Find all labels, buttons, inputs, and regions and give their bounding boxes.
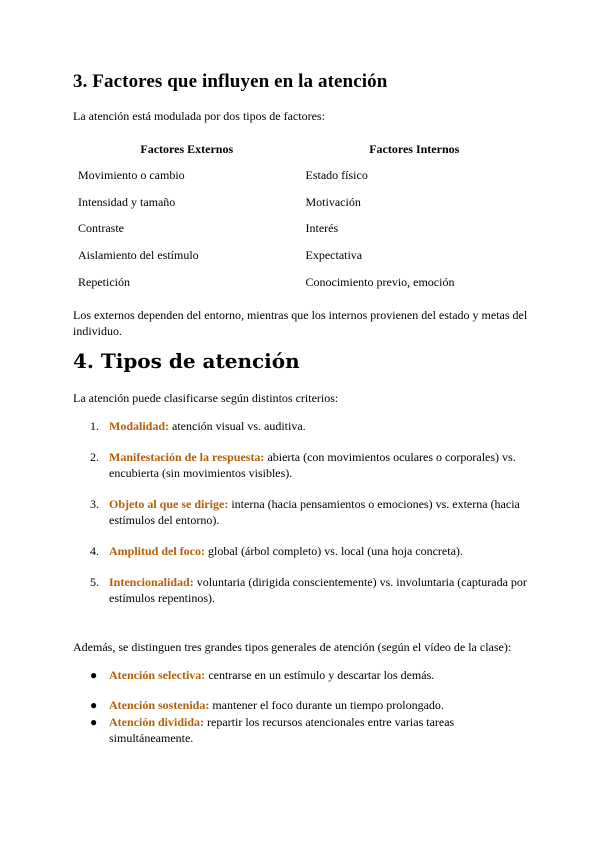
list-desc: atención visual vs. auditiva. — [169, 419, 306, 433]
general-types-list — [73, 667, 533, 746]
list-desc: mantener el foco durante un tiempo prolongado. — [209, 698, 444, 712]
table-cell: Interés — [305, 221, 339, 236]
list-item — [73, 543, 533, 559]
table-cell: Motivación — [305, 194, 361, 209]
table-cell: Repetición — [78, 275, 130, 290]
factors-table — [73, 136, 528, 296]
section-3-intro: La atención está modulada por dos tipos de factores: — [73, 109, 325, 123]
section-4-heading: 4. Tipos de atención — [73, 349, 300, 373]
section-4-intro: La atención puede clasificarse según distintos criterios: — [73, 391, 339, 405]
list-number: 5. — [90, 575, 99, 589]
list-term: Atención sostenida: — [109, 698, 210, 712]
table-cell: Estado físico — [305, 167, 368, 182]
attention-types-list — [73, 418, 533, 621]
table-row — [73, 216, 528, 243]
table-cell: Expectativa — [305, 248, 363, 263]
list-item — [73, 496, 533, 528]
list-term: Intencionalidad: — [109, 575, 194, 589]
table-header-row — [73, 136, 528, 162]
list-number: 1. — [90, 419, 99, 433]
list-item — [73, 697, 533, 713]
list-item — [73, 667, 533, 683]
table-cell: Intensidad y tamaño — [78, 194, 176, 209]
bullet-icon: ● — [90, 668, 98, 682]
table-cell: Conocimiento previo, emoción — [305, 275, 455, 290]
list-desc: voluntaria (dirigida conscientemente) vs. involuntaria (capturada por estímulos repentinos). — [109, 575, 527, 605]
list-term: Manifestación de la respuesta: — [109, 450, 265, 464]
list-desc: interna (hacia pensamientos o emociones) vs. externa (hacia estímulos del entorno). — [109, 497, 520, 527]
list-term: Atención selectiva: — [109, 668, 206, 682]
table-row — [73, 242, 528, 269]
header-external: Factores Externos — [140, 141, 234, 156]
bullet-icon: ● — [90, 715, 98, 729]
header-internal: Factores Internos — [369, 141, 460, 156]
list-item — [73, 714, 533, 746]
table-cell: Contraste — [78, 221, 124, 236]
general-types-intro: Además, se distinguen tres grandes tipos generales de atención (según el vídeo de la clase): — [73, 640, 512, 654]
section-3-heading: 3. Factores que influyen en la atención — [73, 71, 388, 92]
list-term: Modalidad: — [109, 419, 170, 433]
section-3-note: Los externos dependen del entorno, mientras que los internos provienen del estado y metas del individuo. — [73, 308, 528, 338]
bullet-icon: ● — [90, 698, 98, 712]
list-term: Atención dividida: — [109, 715, 205, 729]
list-number: 3. — [90, 497, 99, 511]
table-row — [73, 269, 528, 296]
list-desc: global (árbol completo) vs. local (una hoja concreta). — [205, 544, 463, 558]
list-term: Objeto al que se dirige: — [109, 497, 229, 511]
table-row — [73, 189, 528, 216]
table-cell: Aislamiento del estímulo — [78, 248, 199, 263]
list-number: 2. — [90, 450, 99, 464]
list-number: 4. — [90, 544, 99, 558]
list-desc: centrarse en un estímulo y descartar los demás. — [205, 668, 435, 682]
list-item — [73, 418, 533, 434]
table-cell: Movimiento o cambio — [78, 167, 185, 182]
list-desc: repartir los recursos atencionales entre varias tareas simultáneamente. — [109, 715, 455, 745]
list-item — [73, 449, 533, 481]
list-item — [73, 574, 533, 606]
table-row — [73, 162, 528, 189]
list-term: Amplitud del foco: — [109, 544, 205, 558]
list-desc: abierta (con movimientos oculares o corporales) vs. encubierta (sin movimientos visibles). — [109, 450, 516, 480]
